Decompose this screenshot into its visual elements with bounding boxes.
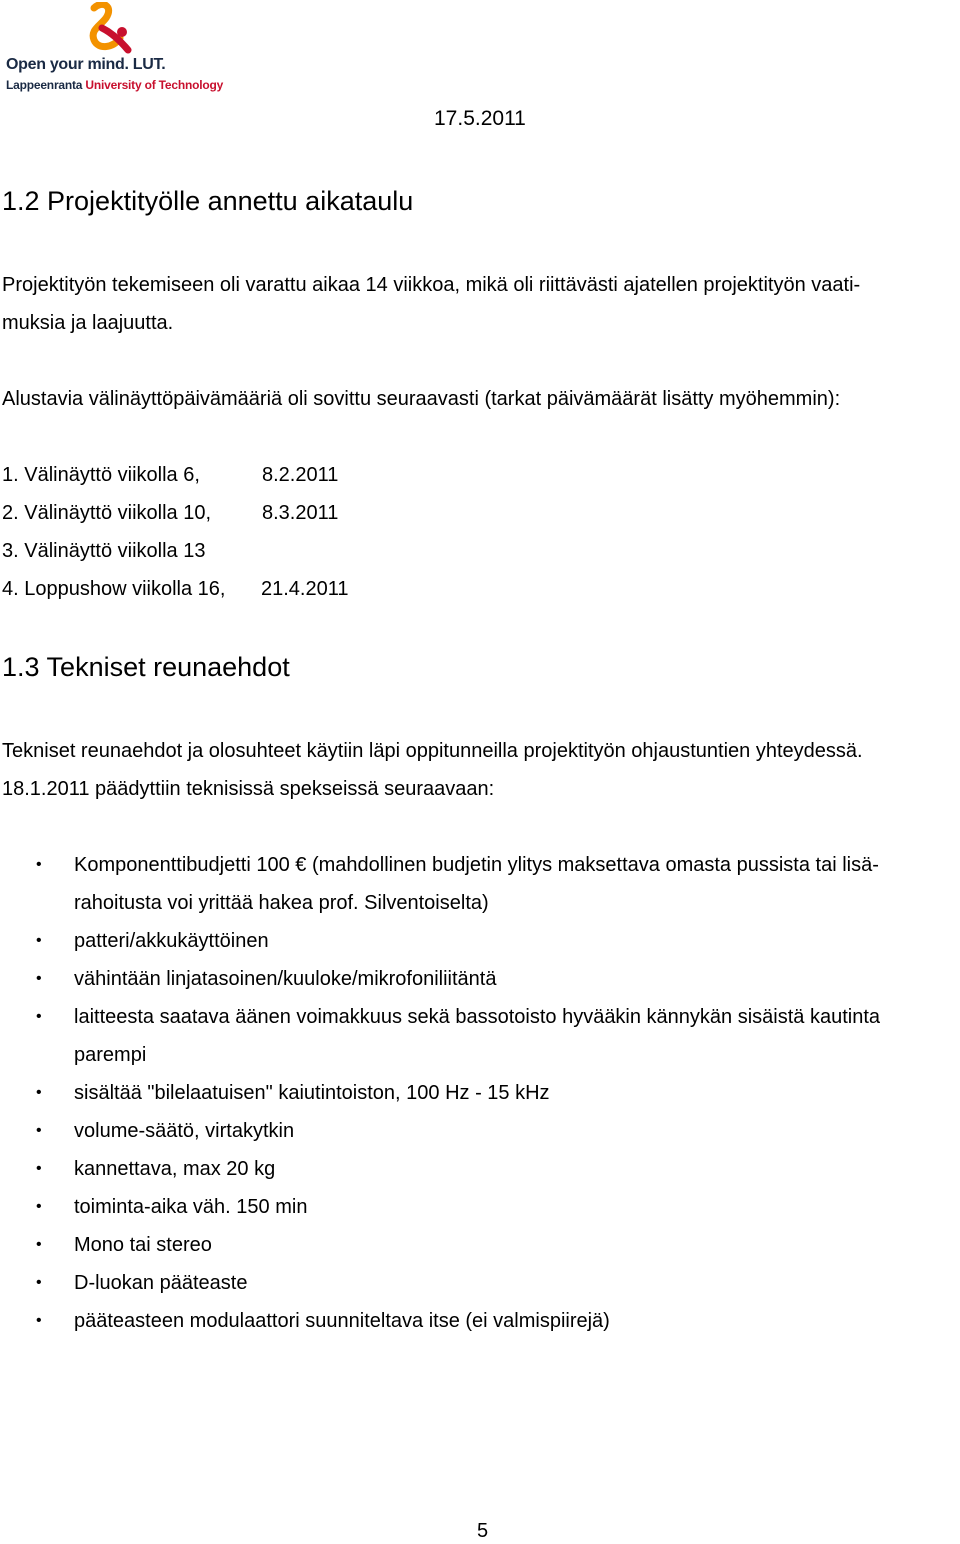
document-date: 17.5.2011 xyxy=(434,107,526,130)
milestone-label: 2. Välinäyttö viikolla 10, xyxy=(2,502,212,524)
bullet-icon: • xyxy=(36,1008,42,1025)
list-item-text: laitteesta saatava äänen voimakkuus sekä bassotoisto hyvääkin kännykän sisäistä kautinta xyxy=(74,1006,881,1028)
technical-paragraph-2: 18.1.2011 päädyttiin teknisissä spekseissä seuraavaan: xyxy=(2,778,495,800)
list-item xyxy=(0,1188,960,1226)
list-item-text: kannettava, max 20 kg xyxy=(74,1158,276,1180)
list-item xyxy=(0,1302,960,1340)
bullet-icon: • xyxy=(36,1084,42,1101)
list-item-text: pääteasteen modulaattori suunniteltava itse (ei valmispiirejä) xyxy=(74,1310,610,1332)
list-item-text: D-luokan pääteaste xyxy=(74,1272,248,1294)
bullet-icon: • xyxy=(36,970,42,987)
list-item-text: patteri/akkukäyttöinen xyxy=(74,930,269,952)
milestone-row xyxy=(2,494,339,532)
milestone-date: 8.2.2011 xyxy=(262,464,339,486)
list-item-text: sisältää "bilelaatuisen" kaiutintoiston, 100 Hz - 15 kHz xyxy=(74,1082,550,1104)
bullet-icon: • xyxy=(36,1198,42,1215)
list-item-text: toiminta-aika väh. 150 min xyxy=(74,1196,308,1218)
paragraph-line: muksia ja laajuutta. xyxy=(2,312,174,334)
milestone-date: 21.4.2011 xyxy=(261,578,349,600)
list-item-text: vähintään linjatasoinen/kuuloke/mikrofoniliitäntä xyxy=(74,968,497,990)
list-item-text: rahoitusta voi yrittää hakea prof. Silventoiselta) xyxy=(74,892,489,914)
milestone-label: 4. Loppushow viikolla 16, xyxy=(2,578,226,600)
bullet-icon: • xyxy=(36,1122,42,1139)
list-item xyxy=(0,1150,960,1188)
list-item xyxy=(0,846,960,922)
milestone-row xyxy=(2,532,225,570)
list-item-text: Komponenttibudjetti 100 € (mahdollinen budjetin ylitys maksettava omasta pussista tai lisä- xyxy=(74,854,879,876)
logo-slogan: Open your mind. LUT. xyxy=(6,56,166,73)
milestone-label: 1. Välinäyttö viikolla 6, xyxy=(2,464,200,486)
requirements-list xyxy=(0,846,960,1340)
section-heading-technical: 1.3 Tekniset reunaehdot xyxy=(2,652,290,682)
list-item-text: parempi xyxy=(74,1044,147,1066)
list-item-text: Mono tai stereo xyxy=(74,1234,212,1256)
logo-university-accent: University of Technology xyxy=(85,78,224,92)
schedule-paragraph-1 xyxy=(2,266,860,342)
list-item xyxy=(0,1226,960,1264)
bullet-icon: • xyxy=(36,1160,42,1177)
list-item xyxy=(0,922,960,960)
paragraph-line: Projektityön tekemiseen oli varattu aikaa 14 viikkoa, mikä oli riittävästi ajatellen projektityön vaati- xyxy=(2,274,861,296)
list-item xyxy=(0,1112,960,1150)
bullet-icon: • xyxy=(36,1274,42,1291)
list-item xyxy=(0,998,960,1074)
milestone-list xyxy=(2,456,349,608)
bullet-icon: • xyxy=(36,856,42,873)
schedule-paragraph-2: Alustavia välinäyttöpäivämääriä oli sovittu seuraavasti (tarkat päivämäärät lisätty myöhemmin): xyxy=(2,388,841,410)
list-item xyxy=(0,1074,960,1112)
section-heading-schedule: 1.2 Projektityölle annettu aikataulu xyxy=(2,186,414,216)
technical-paragraph-1: Tekniset reunaehdot ja olosuhteet käytiin läpi oppitunneilla projektityön ohjaustuntien yhteydessä. xyxy=(2,740,863,762)
list-item-text: volume-säätö, virtakytkin xyxy=(74,1120,295,1142)
logo-university-prefix: Lappeenranta xyxy=(6,78,86,92)
list-item xyxy=(0,960,960,998)
milestone-date: 8.3.2011 xyxy=(262,502,339,524)
university-logo xyxy=(4,2,228,98)
list-item xyxy=(0,1264,960,1302)
page-number: 5 xyxy=(477,1520,489,1542)
bullet-icon: • xyxy=(36,1236,42,1253)
milestone-label: 3. Välinäyttö viikolla 13 xyxy=(2,540,206,562)
lut-logo-mark-icon xyxy=(84,2,132,54)
milestone-row xyxy=(2,456,339,494)
bullet-icon: • xyxy=(36,1312,42,1329)
milestone-row xyxy=(2,570,349,608)
logo-university-name xyxy=(6,78,223,92)
bullet-icon: • xyxy=(36,932,42,949)
